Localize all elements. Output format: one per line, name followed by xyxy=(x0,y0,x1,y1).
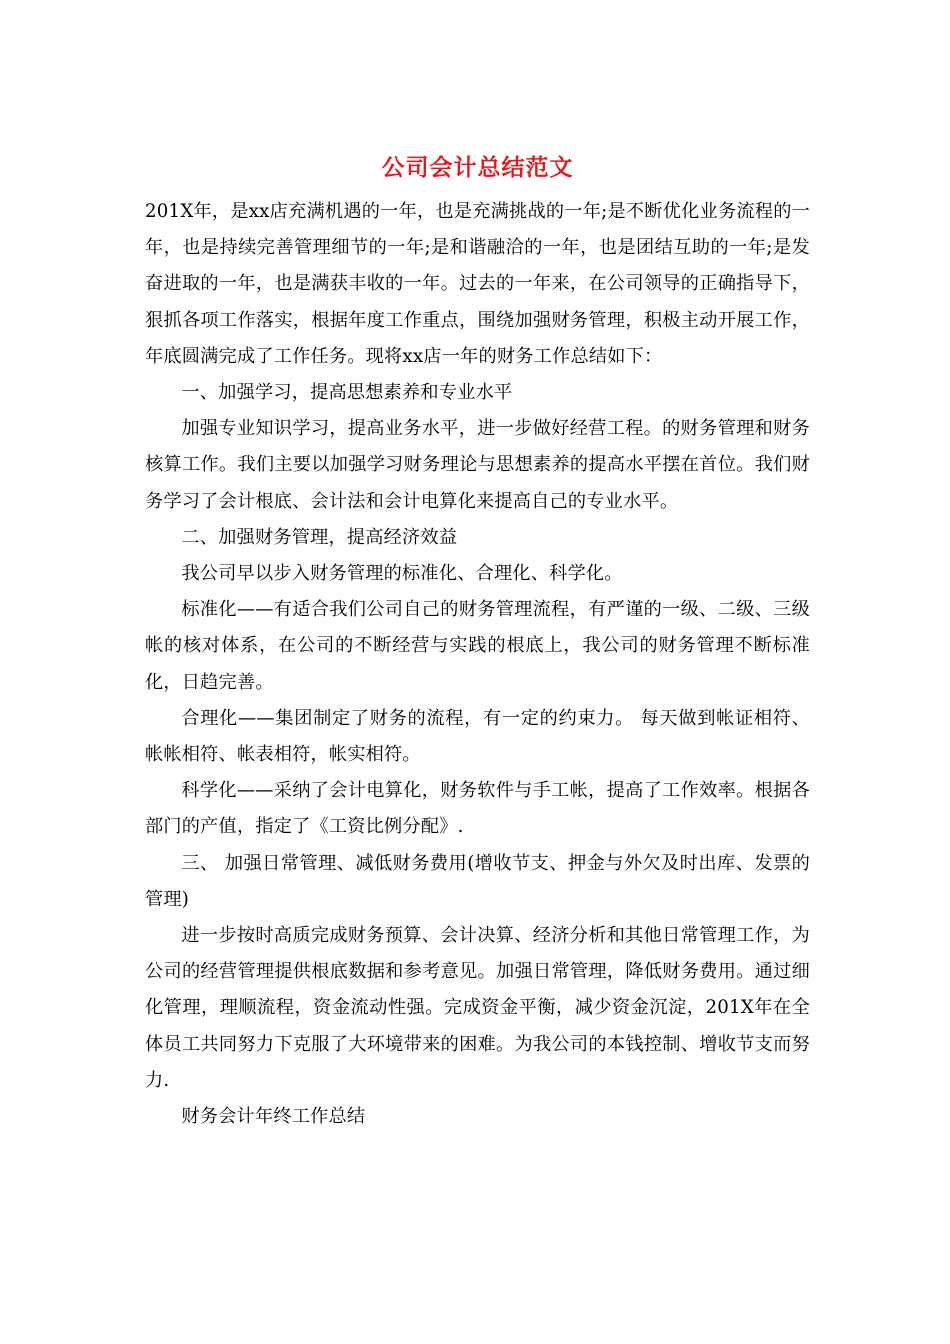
section-heading-2: 二、加强财务管理，提高经济效益 xyxy=(181,526,458,548)
paragraph-daily-management: 进一步按时高质完成财务预算、会计决算、经济分析和其他日常管理工作，为公司的经营管理提供根底数据和参考意见。加强日常管理，降低财务费用。通过细化管理，理顺流程，资金流动性强。完成资金平衡，减少资金沉淀，201X年在全体员工共同努力下克服了大环境带来的困难。为我公司的本钱控制、增收节支而努力. xyxy=(145,925,810,1091)
paragraph-study: 加强专业知识学习，提高业务水平，进一步做好经营工程。的财务管理和财务核算工作。我们主要以加强学习财务理论与思想素养的提高水平摆在首位。我们财务学习了会计根底、会计法和会计电算化来提高自己的专业水平。 xyxy=(145,418,810,512)
paragraph-scientific: 科学化——采纳了会计电算化，财务软件与手工帐，提高了工作效率。根据各部门的产值，指定了《工资比例分配》. xyxy=(145,780,810,838)
paragraph-intro: 201X年，是xx店充满机遇的一年，也是充满挑战的一年;是不断优化业务流程的一年，也是持续完善管理细节的一年;是和谐融洽的一年，也是团结互助的一年;是发奋进取的一年，也是满获丰收的一年。过去的一年来，在公司领导的正确指导下，狠抓各项工作落实，根据年度工作重点，围绕加强财务管理，积极主动开展工作，年底圆满完成了工作任务。现将xx店一年的财务工作总结如下： xyxy=(145,201,810,367)
section-heading-3: 三、 加强日常管理、减低财务费用(增收节支、押金与外欠及时出库、发票的管理) xyxy=(145,852,810,910)
document-page xyxy=(145,148,810,1135)
paragraph-standards: 我公司早以步入财务管理的标准化、合理化、科学化。 xyxy=(181,563,623,585)
paragraph-rationalization: 合理化——集团制定了财务的流程，有一定的约束力。 每天做到帐证相符、帐帐相符、帐表相符，帐实相符。 xyxy=(145,707,810,766)
section-heading-1: 一、加强学习，提高思想素养和专业水平 xyxy=(181,382,513,404)
paragraph-closing: 财务会计年终工作总结 xyxy=(181,1106,366,1128)
paragraph-standardization: 标准化——有适合我们公司自己的财务管理流程，有严谨的一级、二级、三级帐的核对体系，在公司的不断经营与实践的根底上，我公司的财务管理不断标准化，日趋完善。 xyxy=(145,599,810,693)
document-title: 公司会计总结范文 xyxy=(381,154,574,181)
